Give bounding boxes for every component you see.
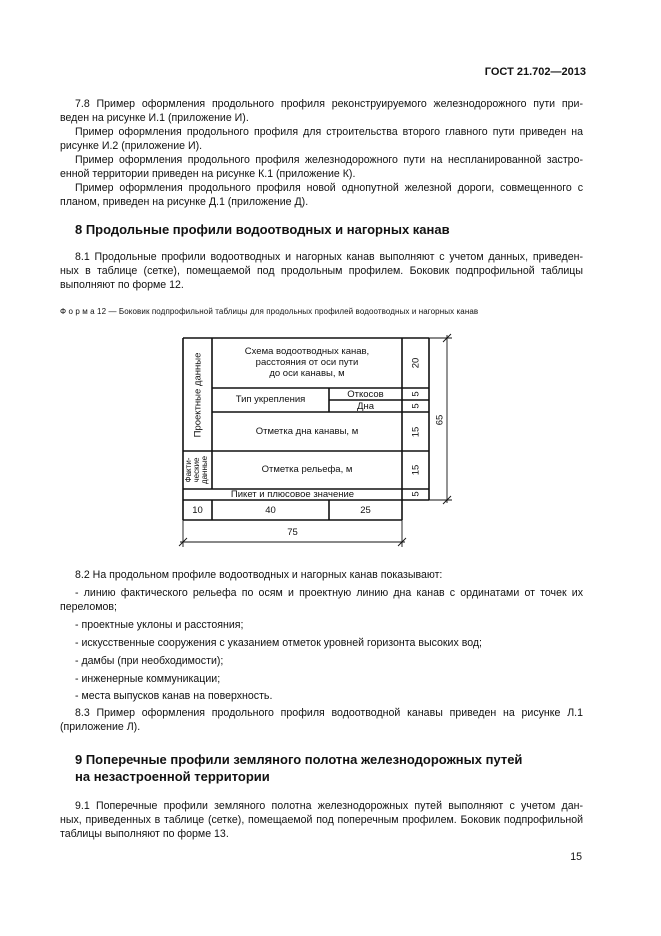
list-item: - места выпусков канав на поверхность. [75,690,273,702]
form-height-dim: 20 [410,357,422,369]
section-9-heading-line-2: на незастроенной территории [75,769,270,784]
form-height-dim: 5 [410,491,422,497]
list-item: - проектные уклоны и расстояния; [75,619,244,631]
form-side-label-actual-line: данные [200,455,209,485]
form-height-dim: 5 [410,403,422,409]
form-height-dim: 15 [410,426,422,438]
paragraph-8-3-line-2: (приложение Л). [60,721,141,733]
form-row-bottom: Дна [357,401,374,412]
form-width-dim: 40 [265,505,276,516]
form-height-dim: 5 [410,391,422,397]
paragraph-7-8d-line-1: Пример оформления продольного профиля новой однопутной железной дороги, совмещенного с [75,182,583,194]
document-code: ГОСТ 21.702—2013 [484,66,586,78]
paragraph-8-2-intro: 8.2 На продольном профиле водоотводных и нагорных канав показывают: [75,569,443,581]
form-12-caption: Ф о р м а 12 — Боковик подпрофильной таблицы для продольных профилей водоотводных и нагорных канав [60,307,479,316]
form-row-picket: Пикет и плюсовое значение [230,489,355,500]
section-9-heading-line-1: 9 Поперечные профили земляного полотна железнодорожных путей [75,752,523,767]
paragraph-7-8-line-1: 7.8 Пример оформления продольного профиля реконструируемого железнодорожного пути при- [75,98,583,110]
paragraph-9-1-line-2: ных, приведенных в таблице (сетке), помещаемой под поперечным профилем. Боковик подпрофильной [60,814,583,826]
form-row-scheme [212,346,402,379]
list-item: - инженерные коммуникации; [75,673,221,685]
form-side-label-actual [185,456,209,484]
paragraph-7-8b-line-2: рисунке И.2 (приложение И). [60,140,203,152]
form-width-dim: 25 [360,505,371,516]
form-row-scheme-line: расстояния от оси пути [255,357,359,368]
list-item: - линию фактического рельефа по осям и проектную линию дна канав с ординатами от точек их [75,587,583,599]
section-8-heading: 8 Продольные профили водоотводных и нагорных канав [75,222,450,237]
paragraph-8-1-line-3: выполняют по форме 12. [60,279,184,291]
paragraph-9-1-line-3: таблицы выполняют по форме 13. [60,828,229,840]
list-item: - дамбы (при необходимости); [75,655,224,667]
form-row-relief: Отметка рельефа, м [261,464,353,475]
paragraph-7-8b-line-1: Пример оформления продольного профиля для строительства второго главного пути приведен на [75,126,583,138]
paragraph-7-8c-line-2: енной территории приведен на рисунке К.1 (приложение К). [60,168,356,180]
form-side-label-actual-line: ческие [192,457,201,483]
paragraph-8-1-line-2: ных в таблице (сетке), помещаемой под продольным профилем. Боковик подпрофильной таблицы [60,265,583,277]
list-item: - искусственные сооружения с указанием отметок уровней горизонта высоких вод; [75,637,482,649]
form-side-label-actual-line: Факти- [184,457,193,483]
form-height-dim: 15 [410,464,422,476]
form-side-label-design: Проектные данные [192,352,204,438]
list-item-continuation: переломов; [60,601,117,613]
paragraph-8-1-line-1: 8.1 Продольные профили водоотводных и нагорных канав выполняют с учетом данных, приведен- [75,251,583,263]
form-total-width-dim: 75 [287,527,298,538]
form-total-height-dim: 65 [434,414,446,426]
form-row-bottom-mark: Отметка дна канавы, м [255,426,359,437]
paragraph-7-8-line-2: веден на рисунке И.1 (приложение И). [60,112,249,124]
form-row-fastening: Тип укрепления [235,394,306,405]
form-row-scheme-line: Схема водоотводных канав, [244,346,370,357]
form-row-scheme-line: до оси канавы, м [269,368,345,379]
page-number: 15 [570,851,582,863]
paragraph-8-3-line-1: 8.3 Пример оформления продольного профиля водоотводной канавы приведен на рисунке Л.1 [75,707,583,719]
paragraph-7-8c-line-1: Пример оформления продольного профиля железнодорожного пути на неспланированной застро- [75,154,583,166]
form-width-dim: 10 [192,505,203,516]
paragraph-7-8d-line-2: планом, приведен на рисунке Д.1 (приложение Д). [60,196,309,208]
form-row-slopes: Откосов [347,389,384,400]
paragraph-9-1-line-1: 9.1 Поперечные профили земляного полотна железнодорожных путей выполняют с учетом дан- [75,800,583,812]
